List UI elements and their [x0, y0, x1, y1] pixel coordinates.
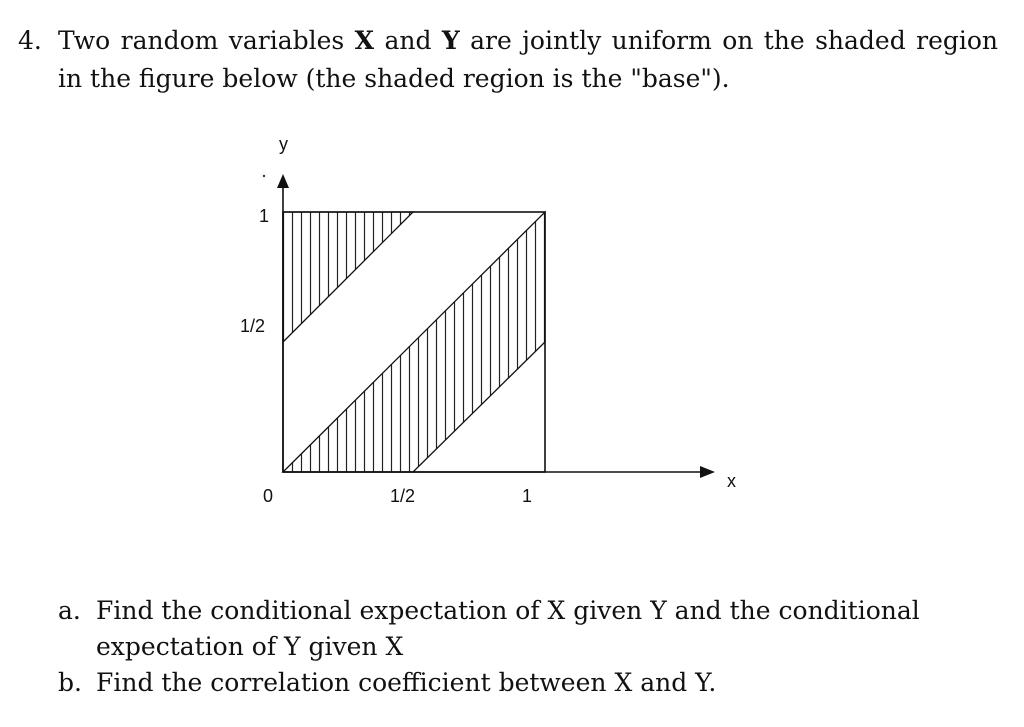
y-axis-label: y [279, 134, 288, 154]
part-a-text: Find the conditional expectation of X given Y and the conditional expectation of Y given X [96, 596, 920, 661]
x-axis-label: x [727, 471, 736, 491]
part-b-label: b. [58, 668, 82, 697]
x-tick-1: 1 [522, 486, 533, 506]
question-text-start: Two random variables [58, 26, 355, 55]
question-text-end: are jointly uniform on the shaded region in the figure below (the shaded region is the "base"). [58, 26, 999, 93]
x-tick-0: 0 [263, 486, 274, 506]
axis-dot [263, 175, 265, 177]
part-a [58, 593, 998, 665]
variable-x: X [354, 26, 375, 55]
question-text-and: and [374, 26, 442, 55]
question-parts [58, 593, 998, 701]
question-number: 4. [18, 26, 42, 55]
x-tick-half: 1/2 [390, 486, 416, 506]
y-tick-1: 1 [259, 206, 270, 226]
shaded-region-upper [283, 212, 413, 342]
x-axis-arrow-icon [700, 466, 715, 478]
y-tick-half: 1/2 [240, 316, 266, 336]
part-b [58, 665, 998, 701]
variable-y: Y [441, 26, 460, 55]
y-axis-arrow-icon [277, 174, 289, 188]
part-b-text: Find the correlation coefficient between X and Y. [96, 668, 717, 697]
part-a-label: a. [58, 596, 81, 625]
